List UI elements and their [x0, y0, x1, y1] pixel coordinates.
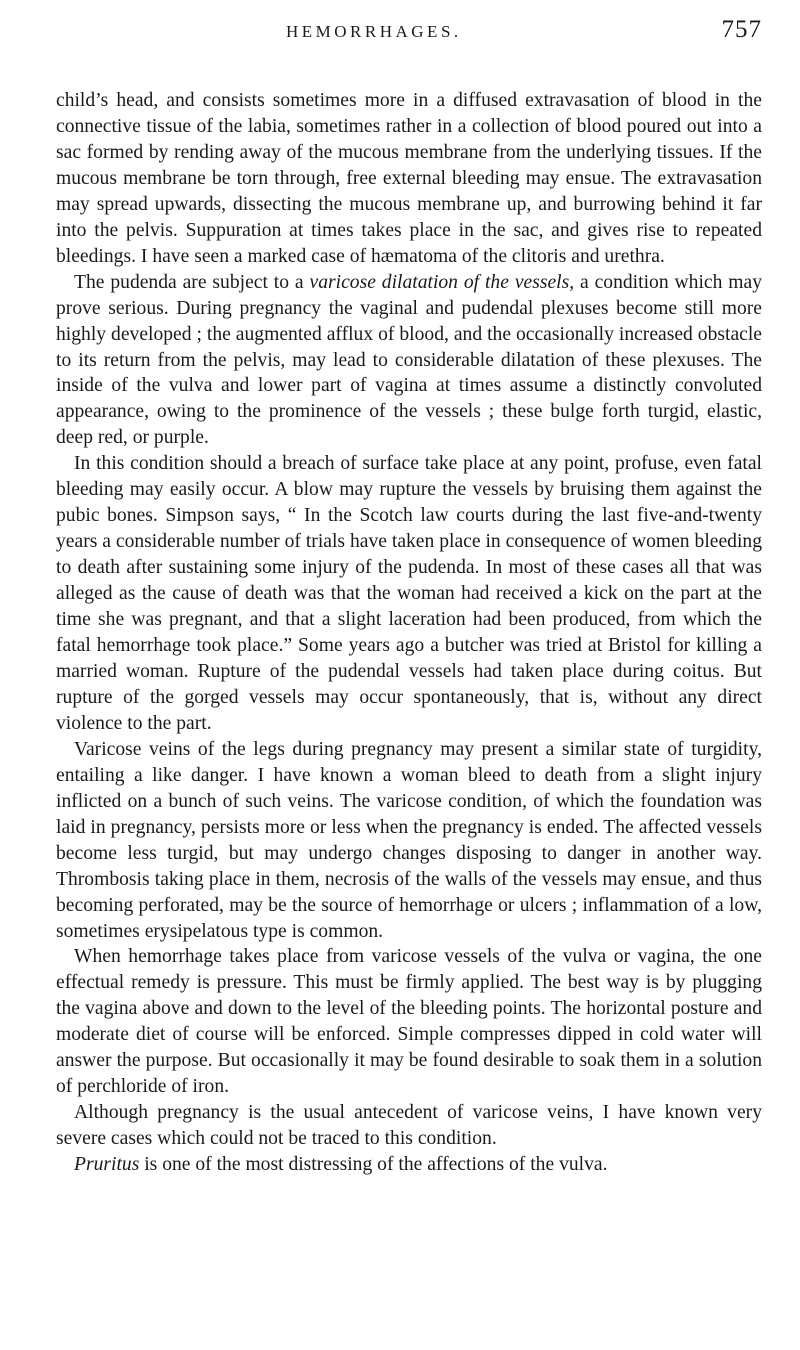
text-segment: , a condition which may prove serious. During pregnancy the vaginal and pudendal plexuses become still more highly developed ; the augmented afflux of blood, and the occasionally increased obstacle to its return from the pelvis, may lead to considerable dilatation of these plexuses. The inside of the vulva and lower part of vagina at times assume a distinctly convoluted appearance, owing to the prominence of the vessels ; these bulge forth turgid, elastic, deep red, or purple. [56, 271, 763, 449]
paragraph-2 [56, 270, 762, 452]
running-title: HEMORRHAGES. [286, 22, 462, 41]
paragraph-6 [56, 1100, 762, 1152]
paragraph-3 [56, 451, 762, 736]
text-segment: The pudenda are subject to a [74, 271, 310, 293]
paragraph-1 [56, 88, 762, 270]
text-segment: Varicose veins of the legs during pregnancy may present a similar state of turgidity, entailing a like danger. I have known a woman bleed to death from a slight injury inflicted on a bunch of such veins. The varicose condition, of which the foundation was laid in pregnancy, persists more or less when the pregnancy is ended. The affected vessels become less turgid, but may undergo changes disposing to danger in another way. Thrombosis taking place in them, necrosis of the walls of the vessels may ensue, and thus becoming perforated, may be the source of hemorrhage or ulcers ; inflammation of a low, sometimes erysipelatous type is common. [56, 738, 762, 942]
text-segment: Although pregnancy is the usual antecedent of varicose veins, I have known very severe cases which could not be traced to this condition. [56, 1102, 762, 1150]
paragraph-7 [56, 1152, 762, 1178]
italic-term: varicose dilatation of the vessels [309, 271, 570, 293]
page-number: 757 [721, 16, 762, 43]
text-segment: child’s head, and consists sometimes more in a diffused extravasation of blood in the connective tissue of the labia, sometimes rather in a collection of blood poured out into a sac formed by rending away of the mucous membrane from the underlying tissues. If the mucous membrane be torn through, free external bleeding may ensue. The extravasation may spread upwards, dissecting the mucous membrane up, and burrowing behind it far into the pelvis. Suppuration at times takes place in the sac, and gives rise to repeated bleedings. I have seen a marked case of hæmatoma of the clitoris and urethra. [56, 90, 762, 267]
text-segment: is one of the most distressing of the affections of the vulva. [139, 1154, 608, 1176]
book-page [56, 14, 762, 1178]
text-segment: In this condition should a breach of surface take place at any point, profuse, even fatal bleeding may easily occur. A blow may rupture the vessels by bruising them against the pubic bones. Simpson says, “ In the Scotch law courts during the last five-and-twenty years a considerable number of trials have taken place in consequence of women bleeding to death after sustaining some injury of the pudenda. In most of these cases all that was alleged as the cause of death was that the woman had received a kick on the part at the time she was pregnant, and that a slight laceration had been produced, from which the fatal hemorrhage took place.” Some years ago a butcher was tried at Bristol for killing a married woman. Rupture of the pudendal vessels had taken place during coitus. But rupture of the gorged vessels may occur spontaneously, that is, without any direct violence to the part. [56, 453, 762, 734]
text-segment: When hemorrhage takes place from varicose vessels of the vulva or vagina, the one effectual remedy is pressure. This must be firmly applied. The best way is by plugging the vagina above and down to the level of the bleeding points. The horizontal posture and moderate diet of course will be enforced. Simple compresses dipped in cold water will answer the purpose. But occasionally it may be found desirable to soak them in a solution of perchloride of iron. [56, 946, 762, 1098]
italic-term: Pruritus [74, 1154, 140, 1176]
body-text [56, 88, 762, 1178]
paragraph-5 [56, 944, 762, 1100]
paragraph-4 [56, 737, 762, 945]
running-header [56, 14, 762, 54]
